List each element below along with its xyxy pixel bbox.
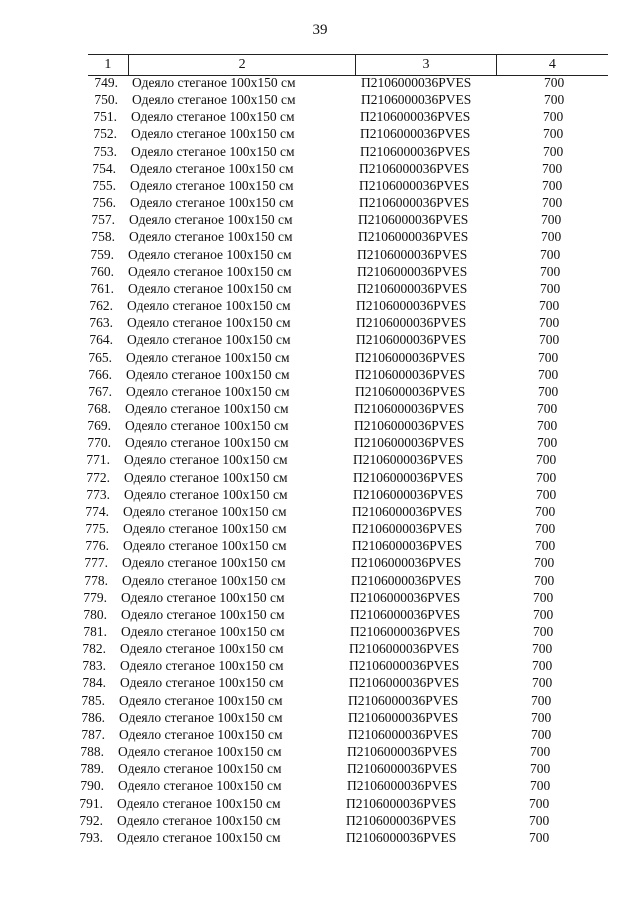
- item-quantity: 700: [537, 400, 558, 416]
- item-quantity: 700: [532, 658, 553, 674]
- item-name: Одеяло стеганое 100х150 см: [121, 589, 285, 605]
- row-number: 754.: [92, 160, 116, 176]
- item-code: П2106000036PVES: [361, 75, 472, 90]
- table-row: [75, 692, 595, 709]
- item-code: П2106000036PVES: [355, 366, 466, 382]
- item-quantity: 700: [543, 143, 564, 159]
- row-number: 793.: [79, 829, 103, 845]
- table-row: [76, 657, 596, 674]
- row-number: 759.: [90, 246, 114, 262]
- item-name: Одеяло стеганое 100х150 см: [130, 177, 294, 193]
- row-number: 773.: [86, 486, 110, 502]
- header-col-3: 3: [356, 55, 496, 75]
- item-quantity: 700: [532, 675, 553, 691]
- row-number: 780.: [83, 606, 107, 622]
- item-quantity: 700: [536, 452, 557, 468]
- table-row: [75, 709, 595, 726]
- item-name: Одеяло стеганое 100х150 см: [128, 280, 292, 296]
- row-number: 762.: [89, 298, 113, 314]
- item-code: П2106000036PVES: [360, 143, 471, 159]
- item-name: Одеяло стеганое 100х150 см: [118, 744, 282, 760]
- item-code: П2106000036PVES: [346, 812, 457, 828]
- item-name: Одеяло стеганое 100х150 см: [118, 761, 282, 777]
- table-row: [82, 383, 602, 400]
- item-name: Одеяло стеганое 100х150 см: [129, 229, 293, 245]
- item-code: П2106000036PVES: [348, 692, 459, 708]
- table-row: [79, 520, 599, 537]
- item-quantity: 700: [538, 349, 559, 365]
- table-row: [81, 400, 601, 417]
- item-quantity: 700: [540, 263, 561, 279]
- table-body: [79, 74, 608, 846]
- item-name: Одеяло стеганое 100х150 см: [125, 400, 289, 416]
- item-name: Одеяло стеганое 100х150 см: [130, 160, 294, 176]
- item-quantity: 700: [530, 778, 551, 794]
- item-code: П2106000036PVES: [346, 829, 457, 845]
- row-number: 787.: [81, 726, 105, 742]
- item-quantity: 700: [535, 521, 556, 537]
- table-row: [80, 469, 600, 486]
- row-number: 755.: [92, 177, 116, 193]
- table-row: [84, 263, 604, 280]
- item-name: Одеяло стеганое 100х150 см: [121, 606, 285, 622]
- table-row: [85, 228, 605, 245]
- row-number: 784.: [82, 675, 106, 691]
- item-code: П2106000036PVES: [352, 521, 463, 537]
- item-name: Одеяло стеганое 100х150 см: [127, 298, 291, 314]
- row-number: 760.: [90, 263, 114, 279]
- table-row: [77, 606, 597, 623]
- item-quantity: 700: [541, 212, 562, 228]
- item-quantity: 700: [531, 692, 552, 708]
- item-code: П2106000036PVES: [354, 400, 465, 416]
- table-row: [80, 486, 600, 503]
- row-number: 753.: [93, 143, 117, 159]
- row-number: 789.: [80, 761, 104, 777]
- row-number: 749.: [94, 75, 118, 90]
- item-quantity: 700: [540, 280, 561, 296]
- item-quantity: 700: [543, 126, 564, 142]
- item-name: Одеяло стеганое 100х150 см: [126, 366, 290, 382]
- row-number: 786.: [81, 709, 105, 725]
- row-number: 788.: [80, 744, 104, 760]
- table-row: [86, 177, 606, 194]
- item-quantity: 700: [537, 418, 558, 434]
- table-row: [75, 726, 595, 743]
- table-row: [82, 366, 602, 383]
- table-row: [81, 417, 601, 434]
- table-row: [77, 623, 597, 640]
- item-code: П2106000036PVES: [350, 624, 461, 639]
- row-number: 792.: [79, 812, 103, 828]
- item-quantity: 700: [539, 332, 560, 348]
- item-name: Одеяло стеганое 100х150 см: [117, 795, 281, 811]
- row-number: 770.: [87, 435, 111, 451]
- header-col-1: 1: [88, 55, 129, 75]
- item-code: П2106000036PVES: [361, 92, 472, 108]
- item-quantity: 700: [536, 469, 557, 485]
- item-quantity: 700: [533, 589, 554, 605]
- item-quantity: 700: [542, 195, 563, 211]
- item-code: П2106000036PVES: [357, 280, 468, 296]
- row-number: 758.: [91, 229, 115, 245]
- item-code: П2106000036PVES: [346, 795, 457, 811]
- item-code: П2106000036PVES: [349, 675, 460, 691]
- row-number: 775.: [85, 521, 109, 537]
- table-row: [83, 314, 603, 331]
- table-row: [84, 246, 604, 263]
- item-code: П2106000036PVES: [355, 383, 466, 399]
- item-code: П2106000036PVES: [351, 572, 462, 588]
- row-number: 771.: [86, 452, 110, 468]
- table-row: [83, 297, 603, 314]
- item-quantity: 700: [536, 486, 557, 502]
- table-row: [76, 674, 596, 691]
- row-number: 767.: [88, 383, 112, 399]
- row-number: 769.: [87, 418, 111, 434]
- table-row: [77, 589, 597, 606]
- item-name: Одеяло стеганое 100х150 см: [123, 538, 287, 554]
- item-quantity: 700: [544, 92, 565, 108]
- table-row: [74, 760, 594, 777]
- item-quantity: 700: [531, 726, 552, 742]
- table-row: [81, 434, 601, 451]
- item-quantity: 700: [541, 229, 562, 245]
- item-code: П2106000036PVES: [353, 486, 464, 502]
- table-row: [74, 743, 594, 760]
- table-row: [86, 194, 606, 211]
- item-name: Одеяло стеганое 100х150 см: [125, 418, 289, 434]
- item-code: П2106000036PVES: [348, 726, 459, 742]
- item-code: П2106000036PVES: [347, 744, 458, 760]
- item-name: Одеяло стеганое 100х150 см: [126, 349, 290, 365]
- item-name: Одеяло стеганое 100х150 см: [126, 383, 290, 399]
- item-code: П2106000036PVES: [349, 658, 460, 674]
- item-name: Одеяло стеганое 100х150 см: [128, 246, 292, 262]
- item-quantity: 700: [531, 709, 552, 725]
- item-name: Одеяло стеганое 100х150 см: [131, 109, 295, 125]
- item-quantity: 700: [539, 298, 560, 314]
- table-row: [83, 331, 603, 348]
- item-name: Одеяло стеганое 100х150 см: [130, 195, 294, 211]
- row-number: 756.: [92, 195, 116, 211]
- table-row: [87, 143, 607, 160]
- item-quantity: 700: [533, 624, 554, 639]
- table-header: [88, 54, 608, 76]
- item-quantity: 700: [544, 75, 565, 90]
- header-col-2: 2: [129, 55, 357, 75]
- row-number: 782.: [82, 641, 106, 657]
- table-row: [84, 280, 604, 297]
- item-code: П2106000036PVES: [360, 109, 471, 125]
- item-name: Одеяло стеганое 100х150 см: [124, 469, 288, 485]
- item-code: П2106000036PVES: [348, 709, 459, 725]
- row-number: 765.: [88, 349, 112, 365]
- item-name: Одеяло стеганое 100х150 см: [125, 435, 289, 451]
- item-quantity: 700: [539, 315, 560, 331]
- item-code: П2106000036PVES: [354, 418, 465, 434]
- item-quantity: 700: [529, 795, 550, 811]
- item-code: П2106000036PVES: [347, 761, 458, 777]
- table-row: [87, 125, 607, 142]
- row-number: 779.: [83, 589, 107, 605]
- item-code: П2106000036PVES: [359, 195, 470, 211]
- item-quantity: 700: [542, 177, 563, 193]
- item-code: П2106000036PVES: [352, 503, 463, 519]
- row-number: 766.: [88, 366, 112, 382]
- table-row: [76, 640, 596, 657]
- row-number: 757.: [91, 212, 115, 228]
- item-quantity: 700: [533, 606, 554, 622]
- item-name: Одеяло стеганое 100х150 см: [120, 641, 284, 657]
- item-name: Одеяло стеганое 100х150 см: [131, 126, 295, 142]
- item-name: Одеяло стеганое 100х150 см: [129, 212, 293, 228]
- table-row: [80, 451, 600, 468]
- item-code: П2106000036PVES: [352, 538, 463, 554]
- table-row: [73, 829, 593, 846]
- row-number: 791.: [79, 795, 103, 811]
- row-number: 777.: [84, 555, 108, 571]
- row-number: 776.: [85, 538, 109, 554]
- row-number: 752.: [93, 126, 117, 142]
- table-row: [88, 91, 608, 108]
- table-row: [78, 572, 598, 589]
- item-quantity: 700: [538, 366, 559, 382]
- item-name: Одеяло стеганое 100х150 см: [124, 486, 288, 502]
- item-code: П2106000036PVES: [355, 349, 466, 365]
- items-table: [79, 54, 608, 846]
- table-row: [73, 812, 593, 829]
- item-code: П2106000036PVES: [353, 469, 464, 485]
- row-number: 778.: [84, 572, 108, 588]
- item-code: П2106000036PVES: [347, 778, 458, 794]
- item-quantity: 700: [529, 829, 550, 845]
- table-row: [82, 349, 602, 366]
- row-number: 785.: [81, 692, 105, 708]
- item-name: Одеяло стеганое 100х150 см: [117, 812, 281, 828]
- page-number: 39: [312, 22, 328, 38]
- row-number: 750.: [94, 92, 118, 108]
- item-name: Одеяло стеганое 100х150 см: [122, 572, 286, 588]
- row-number: 781.: [83, 624, 107, 639]
- item-quantity: 700: [529, 812, 550, 828]
- item-quantity: 700: [537, 435, 558, 451]
- header-col-4: 4: [548, 57, 556, 72]
- item-quantity: 700: [538, 383, 559, 399]
- item-quantity: 700: [530, 744, 551, 760]
- item-name: Одеяло стеганое 100х150 см: [122, 555, 286, 571]
- item-quantity: 700: [530, 761, 551, 777]
- table-row: [87, 108, 607, 125]
- table-row: [73, 795, 593, 812]
- row-number: 761.: [90, 280, 114, 296]
- item-name: Одеяло стеганое 100х150 см: [128, 263, 292, 279]
- item-code: П2106000036PVES: [358, 212, 469, 228]
- item-quantity: 700: [534, 555, 555, 571]
- item-name: Одеяло стеганое 100х150 см: [121, 624, 285, 639]
- item-code: П2106000036PVES: [356, 298, 467, 314]
- item-code: П2106000036PVES: [359, 160, 470, 176]
- item-quantity: 700: [532, 641, 553, 657]
- row-number: 772.: [86, 469, 110, 485]
- item-name: Одеяло стеганое 100х150 см: [123, 503, 287, 519]
- item-name: Одеяло стеганое 100х150 см: [127, 315, 291, 331]
- row-number: 774.: [85, 503, 109, 519]
- item-code: П2106000036PVES: [360, 126, 471, 142]
- item-code: П2106000036PVES: [357, 263, 468, 279]
- item-quantity: 700: [540, 246, 561, 262]
- table-row: [86, 160, 606, 177]
- item-name: Одеяло стеганое 100х150 см: [119, 692, 283, 708]
- row-number: 763.: [89, 315, 113, 331]
- table-row: [85, 211, 605, 228]
- item-quantity: 700: [534, 572, 555, 588]
- item-name: Одеяло стеганое 100х150 см: [120, 658, 284, 674]
- item-quantity: 700: [543, 109, 564, 125]
- item-code: П2106000036PVES: [354, 435, 465, 451]
- item-code: П2106000036PVES: [358, 229, 469, 245]
- table-row: [78, 554, 598, 571]
- row-number: 783.: [82, 658, 106, 674]
- row-number: 751.: [93, 109, 117, 125]
- item-name: Одеяло стеганое 100х150 см: [118, 778, 282, 794]
- item-code: П2106000036PVES: [356, 315, 467, 331]
- item-name: Одеяло стеганое 100х150 см: [119, 709, 283, 725]
- item-name: Одеяло стеганое 100х150 см: [119, 726, 283, 742]
- item-code: П2106000036PVES: [351, 555, 462, 571]
- item-name: Одеяло стеганое 100х150 см: [120, 675, 284, 691]
- item-quantity: 700: [535, 503, 556, 519]
- row-number: 790.: [80, 778, 104, 794]
- item-code: П2106000036PVES: [356, 332, 467, 348]
- item-name: Одеяло стеганое 100х150 см: [131, 143, 295, 159]
- item-name: Одеяло стеганое 100х150 см: [127, 332, 291, 348]
- item-code: П2106000036PVES: [357, 246, 468, 262]
- item-code: П2106000036PVES: [349, 641, 460, 657]
- item-name: Одеяло стеганое 100х150 см: [123, 521, 287, 537]
- table-row: [79, 503, 599, 520]
- table-row: [79, 537, 599, 554]
- item-quantity: 700: [535, 538, 556, 554]
- item-name: Одеяло стеганое 100х150 см: [117, 829, 281, 845]
- table-row: [88, 74, 608, 91]
- item-name: Одеяло стеганое 100х150 см: [132, 92, 296, 108]
- item-code: П2106000036PVES: [350, 606, 461, 622]
- item-name: Одеяло стеганое 100х150 см: [124, 452, 288, 468]
- item-code: П2106000036PVES: [350, 589, 461, 605]
- row-number: 764.: [89, 332, 113, 348]
- item-quantity: 700: [542, 160, 563, 176]
- item-code: П2106000036PVES: [359, 177, 470, 193]
- item-name: Одеяло стеганое 100х150 см: [132, 75, 296, 90]
- table-row: [74, 777, 594, 794]
- item-code: П2106000036PVES: [353, 452, 464, 468]
- row-number: 768.: [87, 400, 111, 416]
